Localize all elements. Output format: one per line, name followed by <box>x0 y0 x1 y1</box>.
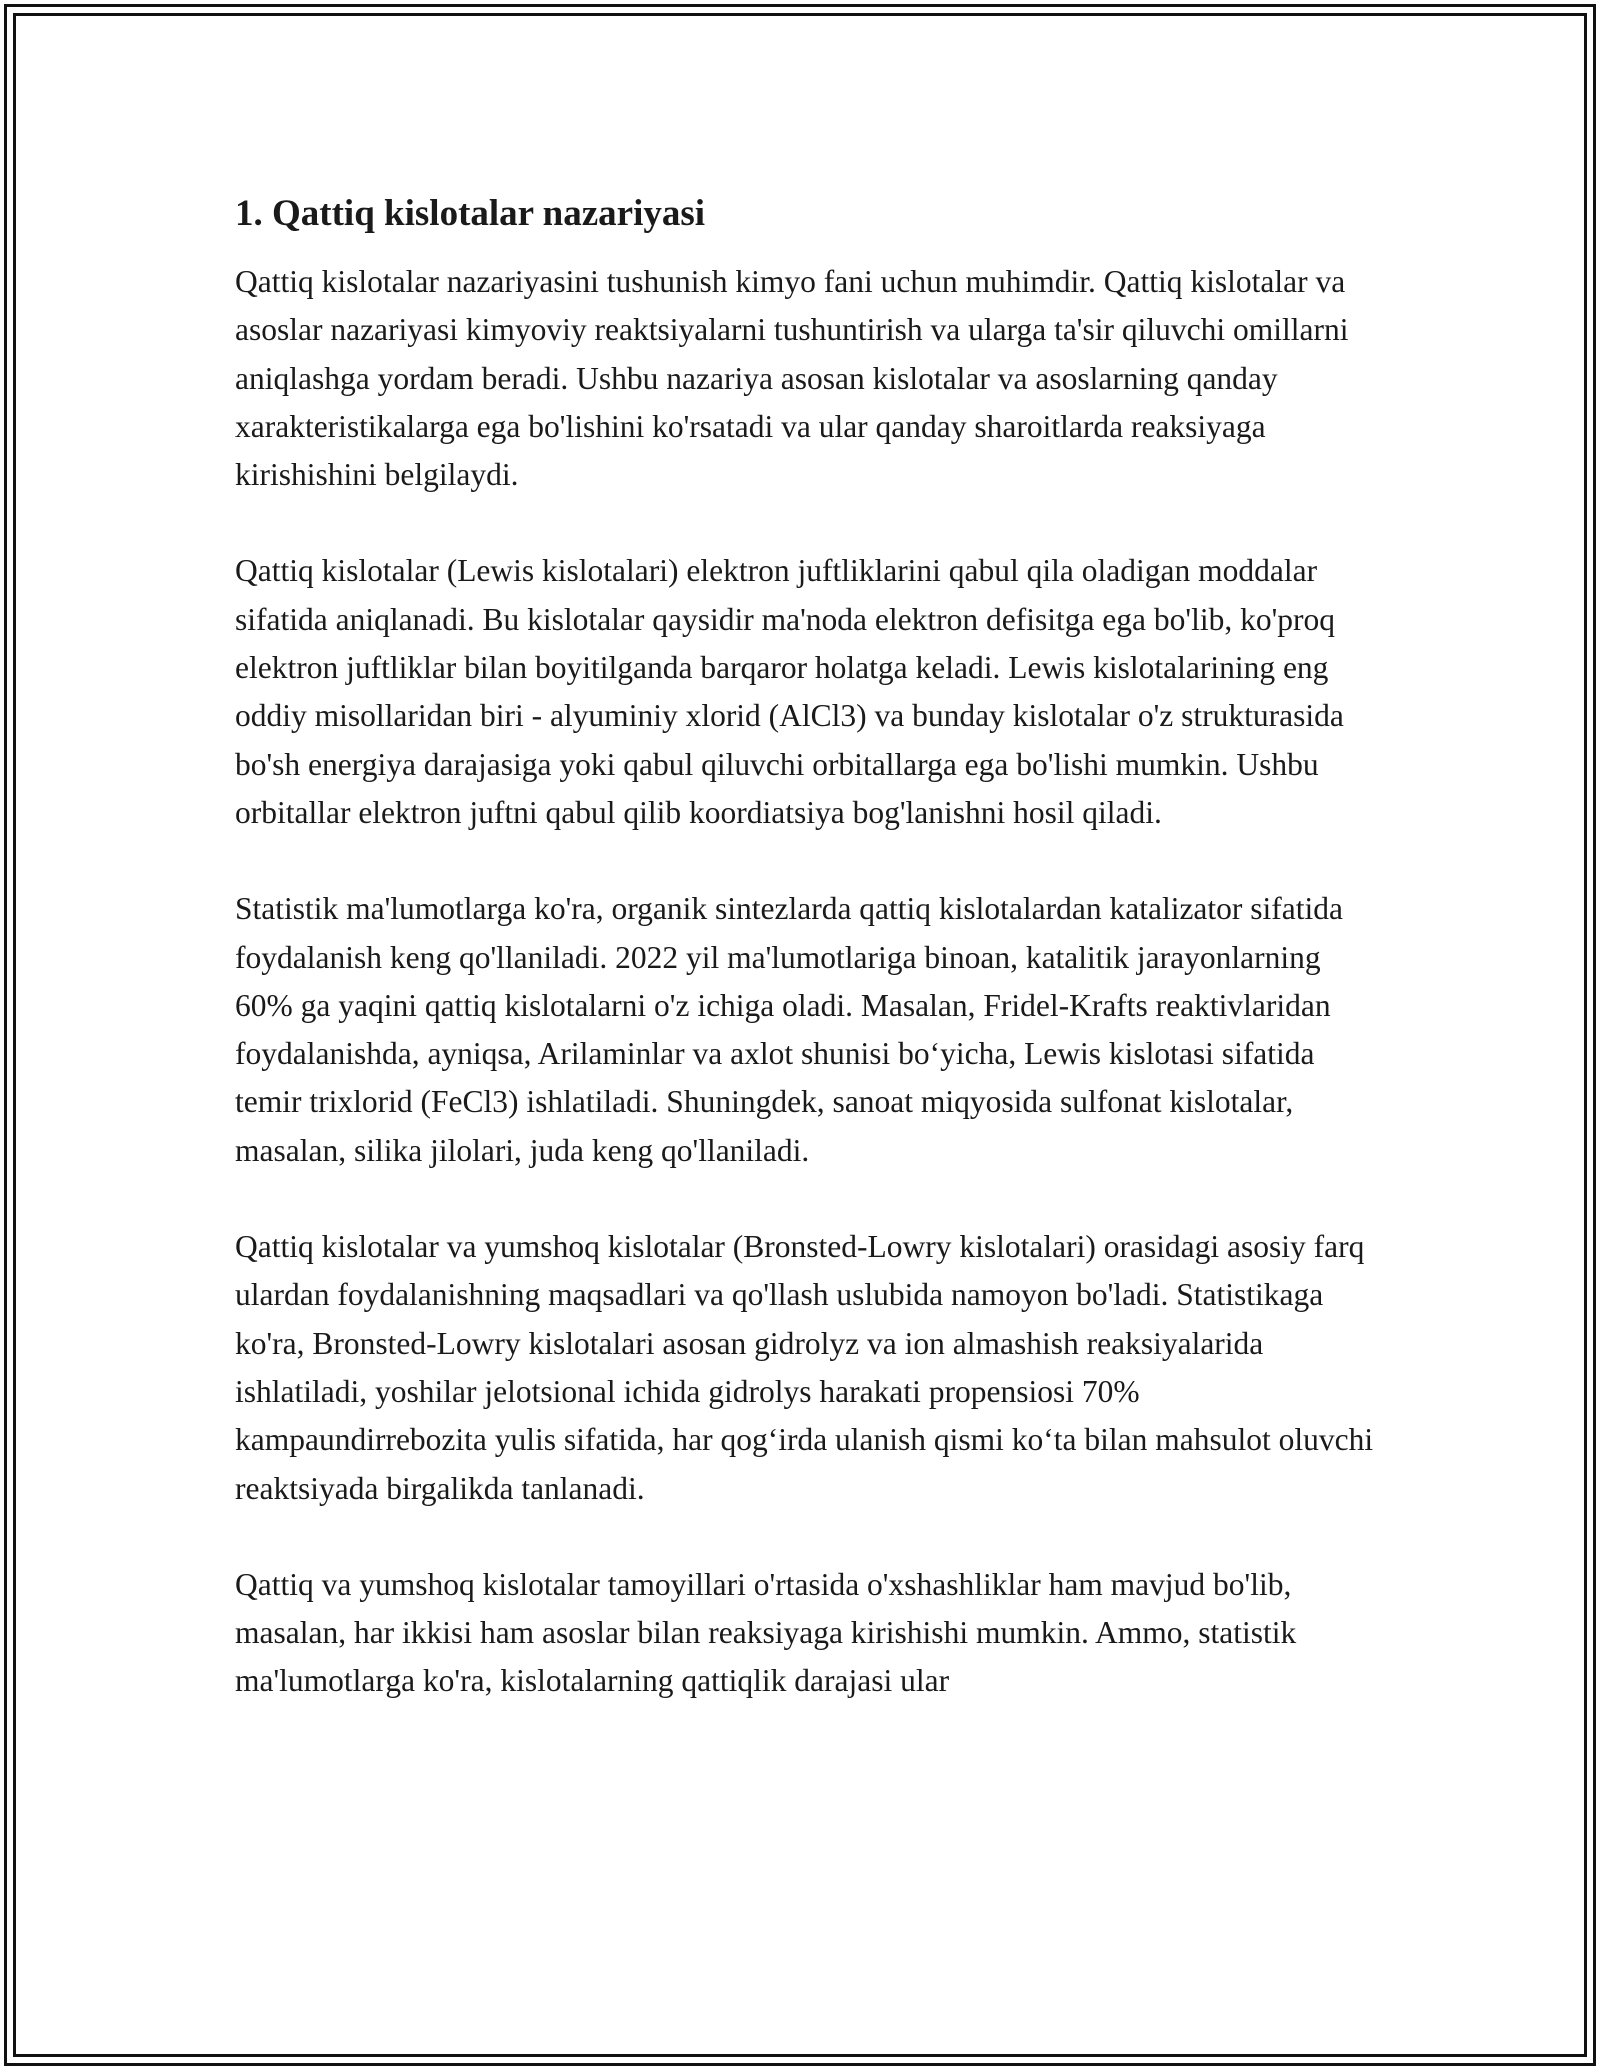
paragraph-1: Qattiq kislotalar nazariyasini tushunish kimyo fani uchun muhimdir. Qattiq kislotalar va asoslar nazariyasi kimyoviy reaktsiyalarni tushuntirish va ularga ta'sir qiluvchi omillarni aniqlashga yordam beradi. Ushbu nazariya asosan kislotalar va asoslarning qanday xarakteristikalarga ega bo'lishini ko'rsatadi va ular qanday sharoitlarda reaksiyaga kirishishini belgilaydi. <box>235 264 1349 493</box>
section-heading: 1. Qattiq kislotalar nazariyasi <box>235 193 706 234</box>
paragraph-2: Qattiq kislotalar (Lewis kislotalari) elektron juftliklarini qabul qila oladigan moddalar sifatida aniqlanadi. Bu kislotalar qaysidir ma'noda elektron defisitga ega bo'lib, ko'proq elektron juftliklar bilan boyitilganda barqaror holatga keladi. Lewis kislotalarining eng oddiy misollaridan biri - alyuminiy xlorid (AlCl3) va bunday kislotalar o'z strukturasida bo'sh energiya darajasiga yoki qabul qiluvchi orbitallarga ega bo'lishi mumkin. Ushbu orbitallar elektron juftni qabul qilib koordiatsiya bog'lanishni hosil qiladi. <box>235 553 1344 830</box>
paragraph-5: Qattiq va yumshoq kislotalar tamoyillari o'rtasida o'xshashliklar ham mavjud bo'lib, masalan, har ikkisi ham asoslar bilan reaksiyaga kirishishi mumkin. Ammo, statistik ma'lumotlarga ko'ra, kislotalarning qattiqlik darajasi ular <box>235 1566 1297 1699</box>
paragraph-4: Qattiq kislotalar va yumshoq kislotalar (Bronsted-Lowry kislotalari) orasidagi asosiy farq ulardan foydalanishning maqsadlari va qo'llash uslubida namoyon bo'ladi. Statistikaga ko'ra, Bronsted-Lowry kislotalari asosan gidrolyz va ion almashish reaksiyalarida ishlatiladi, yoshilar jelotsional ichida gidrolys harakati propensiosi 70% kampaundirrebozita yulis sifatida, har qog‘irda ulanish qismi ko‘ta bilan mahsulot oluvchi reaktsiyada birgalikda tanlanadi. <box>235 1229 1374 1506</box>
paragraph-3: Statistik ma'lumotlarga ko'ra, organik sintezlarda qattiq kislotalardan katalizator sifatida foydalanish keng qo'llaniladi. 2022 yil ma'lumotlariga binoan, katalitik jarayonlarning 60% ga yaqini qattiq kislotalarni o'z ichiga oladi. Masalan, Fridel-Krafts reaktivlaridan foydalanishda, ayniqsa, Arilaminlar va axlot shunisi bo‘yicha, Lewis kislotasi sifatida temir trixlorid (FeCl3) ishlatiladi. Shuningdek, sanoat miqyosida sulfonat kislotalar, masalan, silika jilolari, juda keng qo'llaniladi. <box>235 891 1343 1168</box>
document-body <box>235 190 1385 1754</box>
